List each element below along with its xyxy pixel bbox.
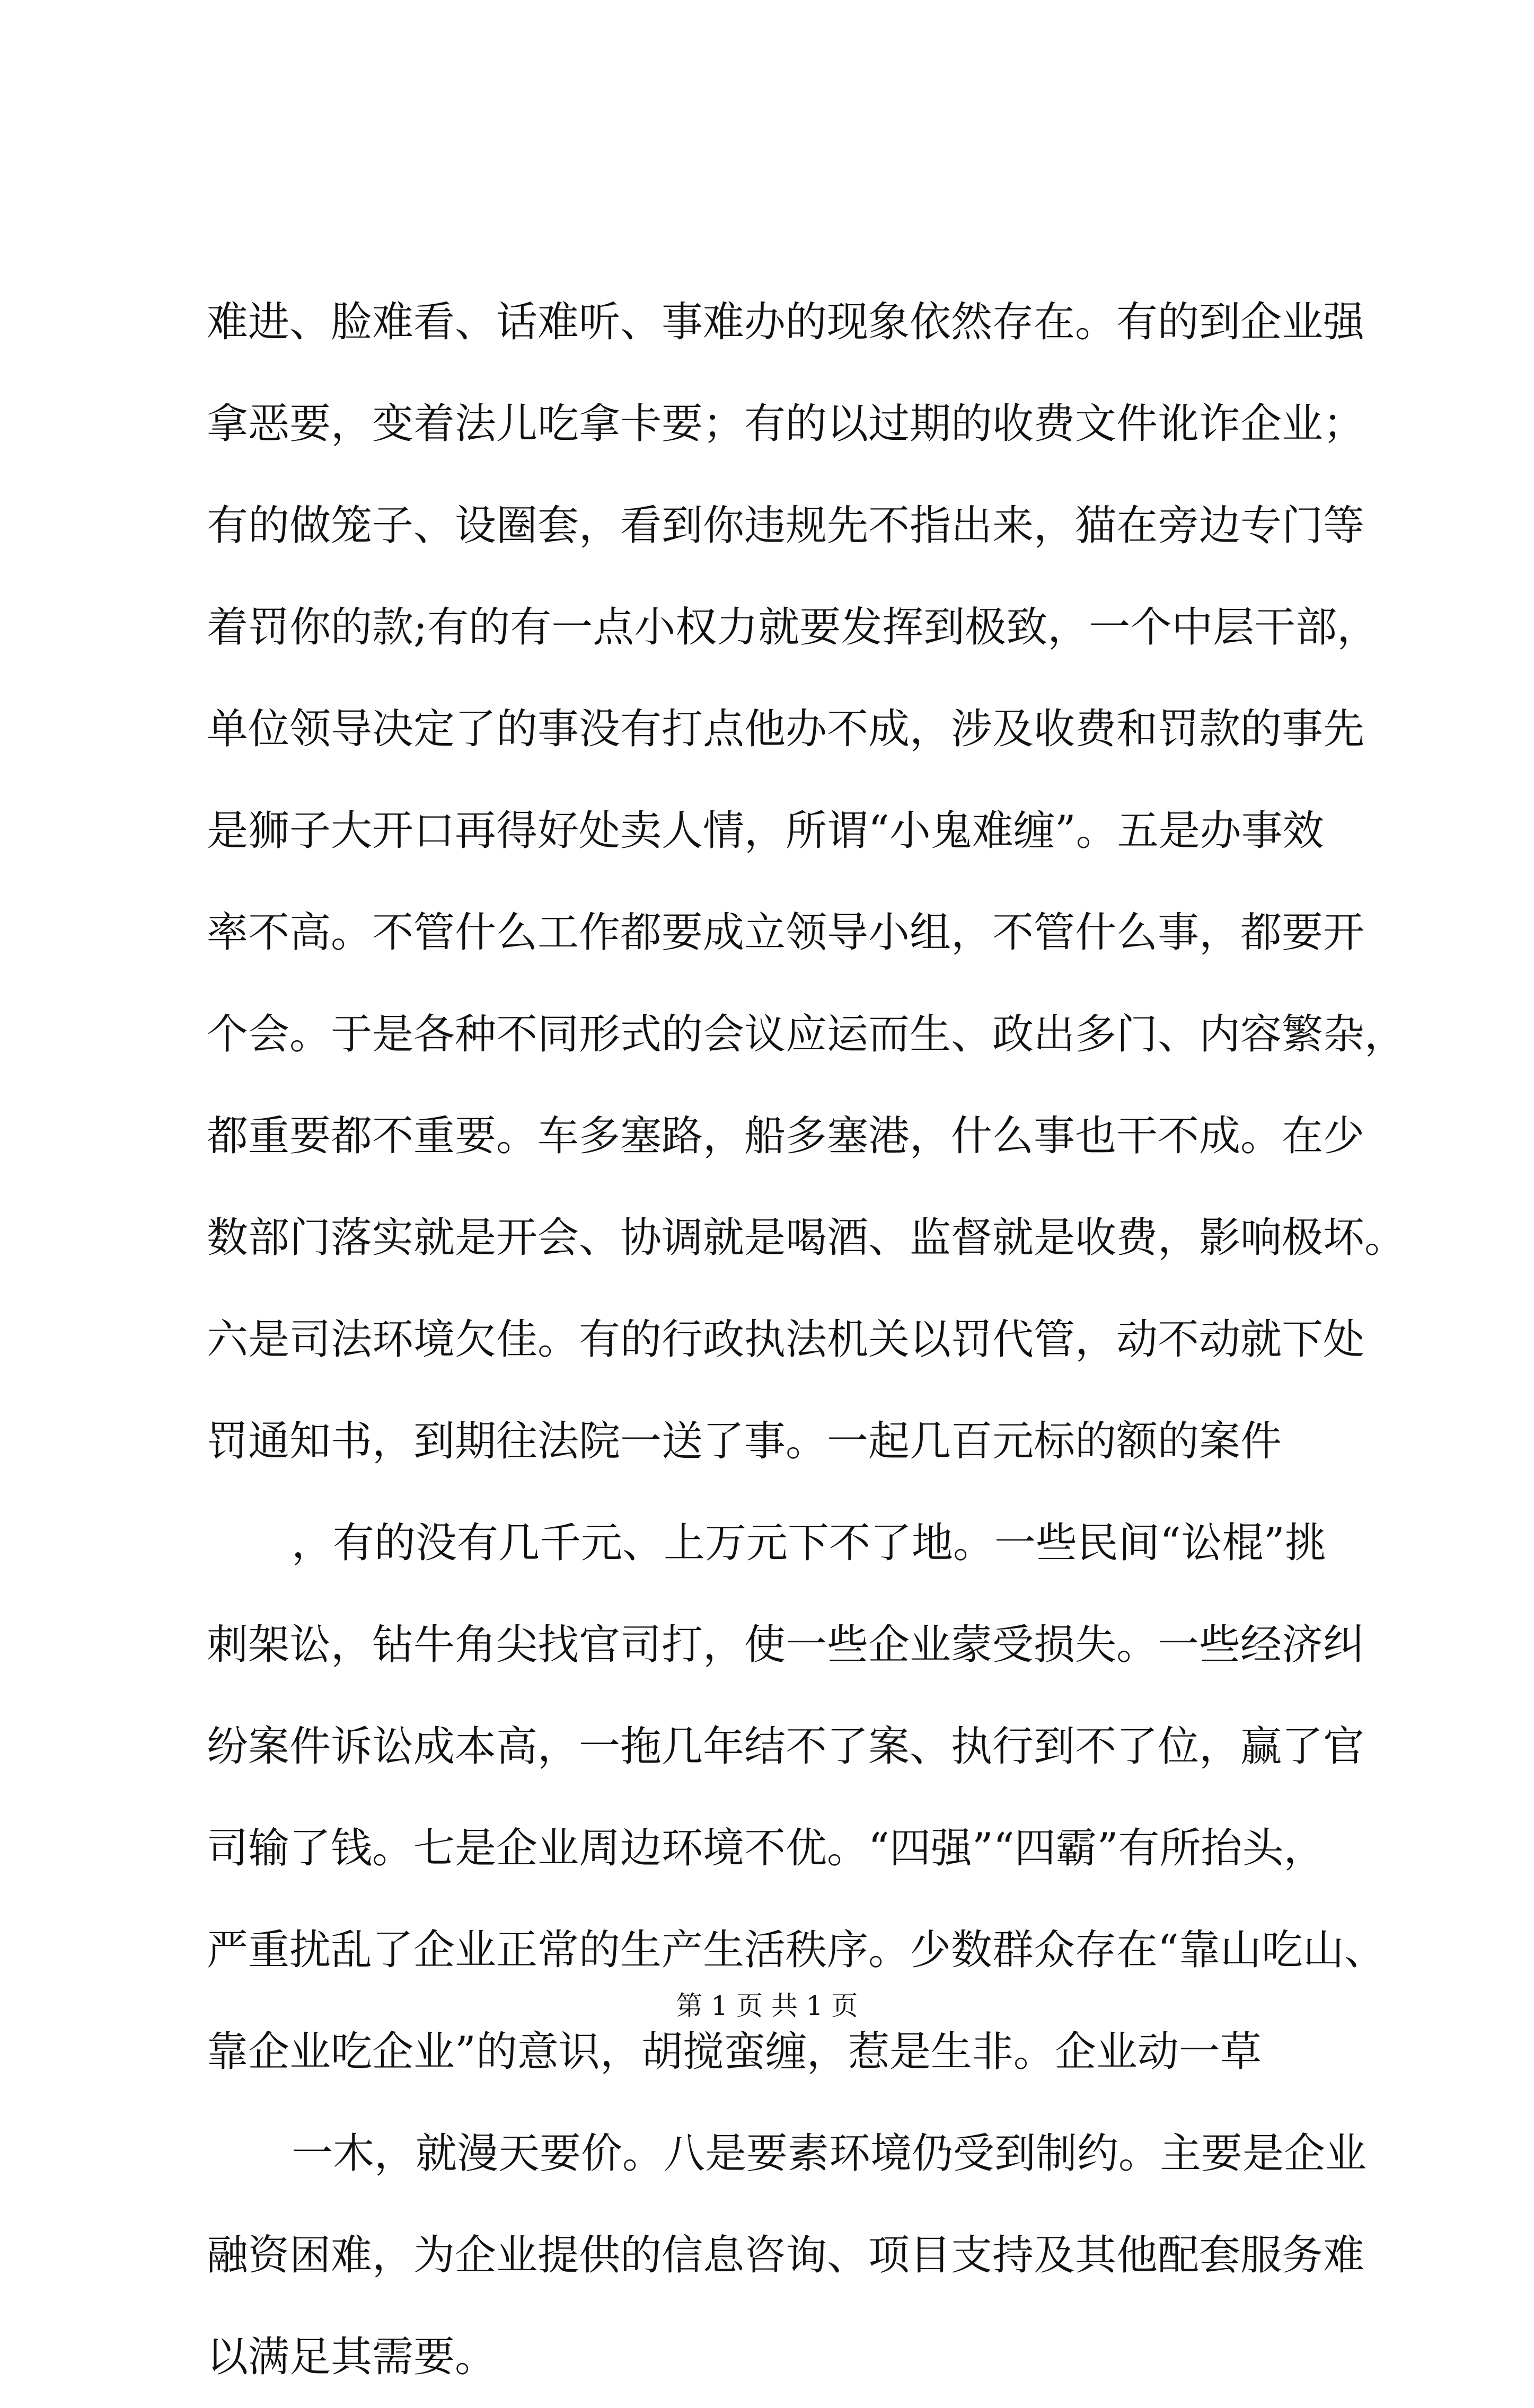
text-line: 难进、脸难看、话难听、事难办的现象依然存在。有的到企业强 (207, 298, 1365, 346)
text-line: 有的做笼子、设圈套，看到你违规先不指出来，猫在旁边专门等 (207, 502, 1365, 550)
text-line: 刺架讼，钻牛角尖找官司打，使一些企业蒙受损失。一些经济纠 (207, 1621, 1365, 1669)
page-footer (0, 1987, 1534, 2024)
text-line: 融资困难，为企业提供的信息咨询、项目支持及其他配套服务难 (207, 2232, 1365, 2279)
text-line: 都重要都不重要。车多塞路，船多塞港，什么事也干不成。在少 (207, 1112, 1365, 1160)
text-line-indented: 一木，就漫天要价。八是要素环境仍受到制约。主要是企业 (292, 2130, 1367, 2177)
text-line: 数部门落实就是开会、协调就是喝酒、监督就是收费，影响极坏。 (207, 1214, 1406, 1262)
text-line: 罚通知书，到期往法院一送了事。一起几百元标的额的案件 (207, 1418, 1282, 1465)
text-line: 单位领导决定了的事没有打点他办不成，涉及收费和罚款的事先 (207, 705, 1365, 753)
text-line: 纷案件诉讼成本高，一拖几年结不了案、执行到不了位，赢了官 (207, 1723, 1365, 1770)
text-line-indented: ，有的没有几千元、上万元下不了地。一些民间“讼棍”挑 (292, 1519, 1326, 1567)
text-line: 率不高。不管什么工作都要成立领导小组，不管什么事，都要开 (207, 909, 1365, 957)
text-line: 靠企业吃企业”的意识，胡搅蛮缠，惹是生非。企业动一草 (207, 2028, 1262, 2076)
text-line: 拿恶要，变着法儿吃拿卡要；有的以过期的收费文件讹诈企业； (207, 400, 1365, 448)
text-line: 六是司法环境欠佳。有的行政执法机关以罚代管，动不动就下处 (207, 1316, 1365, 1364)
text-line: 是狮子大开口再得好处卖人情，所谓“小鬼难缠”。五是办事效 (207, 807, 1324, 855)
text-line: 以满足其需要。 (207, 2333, 497, 2381)
body-text (207, 271, 1406, 2408)
text-line: 着罚你的款;有的有一点小权力就要发挥到极致，一个中层干部， (207, 604, 1379, 651)
text-line: 个会。于是各种不同形式的会议应运而生、政出多门、内容繁杂， (207, 1011, 1406, 1058)
text-line: 司输了钱。七是企业周边环境不优。“四强”“四霸”有所抬头， (207, 1825, 1325, 1872)
text-line: 严重扰乱了企业正常的生产生活秩序。少数群众存在“靠山吃山、 (207, 1926, 1386, 1974)
page-number-label: 第 1 页 共 1 页 (676, 1990, 858, 2021)
